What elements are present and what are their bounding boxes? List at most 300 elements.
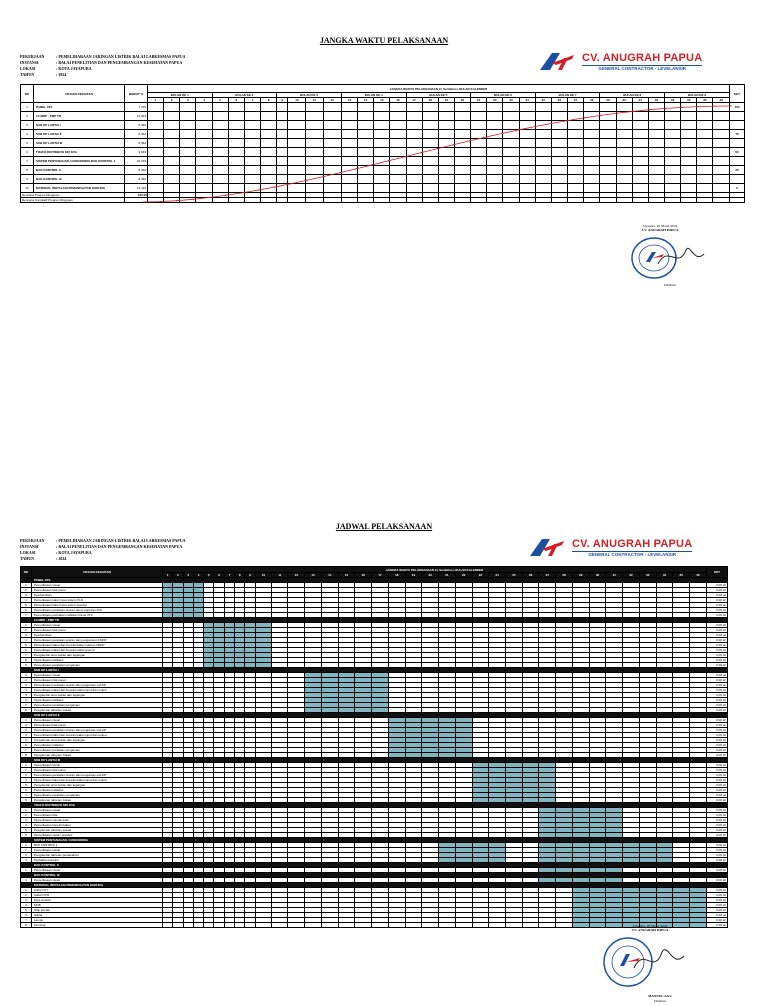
ket-cell: 0,00 Hr	[707, 638, 728, 643]
task-name: Pengukuran tahanan isolasi	[32, 708, 163, 713]
task-no: 9	[21, 663, 32, 668]
s-curve-point	[551, 123, 552, 124]
signature-block: Jayapura, 20 Maret 2024 CV. ANUGRAH PAPUA	[631, 924, 669, 932]
task-no: 6	[21, 913, 32, 918]
task-name: Pembersihan	[32, 593, 163, 598]
info-row: PEKERJAAN : PEMELIHARAAN JARINGAN LISTRIK BALAI LABKESMAS PAPUA	[20, 54, 186, 59]
week-header: 8	[261, 98, 277, 103]
ket-cell: 0,00 Hr	[707, 703, 728, 708]
ket-cell: 0,00 Hr	[707, 718, 728, 723]
ket-cell: 0,00 Hr	[707, 723, 728, 728]
month-header: BULAN KE 5	[406, 93, 471, 98]
week-header: 11	[306, 98, 323, 103]
week-header: 15	[374, 98, 390, 103]
task-no: 2	[21, 723, 32, 728]
task-no: 1	[21, 808, 32, 813]
s-curve-point	[339, 172, 340, 173]
ket-cell: 0,00 Hr	[707, 663, 728, 668]
task-no: 4	[21, 778, 32, 783]
task-name: Pemeriksaan kabel dan koneksi kabel input dan output	[32, 733, 163, 738]
week-cell	[235, 923, 245, 928]
week-cell	[405, 923, 422, 928]
week-header: 15	[338, 573, 355, 578]
s-curve-point	[355, 168, 356, 169]
task-no: 8	[21, 658, 32, 663]
row-name: SUB DP LANTAI I	[34, 121, 125, 130]
row-no: 1	[21, 103, 34, 112]
row-name: PANEL ATS	[34, 103, 125, 112]
week-header: 33	[639, 573, 656, 578]
task-no: 7	[21, 613, 32, 618]
row-bobot: 8,460	[125, 121, 148, 130]
s-curve-point	[225, 195, 226, 196]
week-header: 20	[454, 98, 470, 103]
week-header: 9	[245, 573, 255, 578]
s-curve-point	[649, 109, 650, 110]
week-cell	[245, 923, 255, 928]
task-no: 6	[21, 788, 32, 793]
row-no: 8	[21, 166, 34, 175]
task-name: Pemeriksaan peralatan pengaman	[32, 703, 163, 708]
week-header: 4	[196, 98, 212, 103]
ket-cell: 0,00 Hr	[707, 918, 728, 923]
ket-cell: 25	[730, 166, 745, 175]
signatory-name: MANUEL AGU	[648, 994, 672, 998]
row-name: SISTEM PENTANAHAN / GROUNDING BAK KONTROL 1	[34, 157, 125, 166]
task-no: 1	[21, 868, 32, 873]
week-header: 25	[535, 98, 551, 103]
week-header: 6	[228, 98, 244, 103]
ket-cell: 0,00 Hr	[707, 743, 728, 748]
task-name: Pengukuran tahanan pentanahan	[32, 853, 163, 858]
ket-cell: 0,00 Hr	[707, 608, 728, 613]
row-name: LV MDP - PMP TR	[34, 112, 125, 121]
week-cell	[372, 923, 389, 928]
task-no: 5	[21, 603, 32, 608]
info-row: PEKERJAAN : PEMELIHARAAN JARINGAN LISTRIK BALAI LABKESMAS PAPUA	[20, 538, 186, 543]
task-no: 5	[21, 783, 32, 788]
week-header: 35	[697, 98, 713, 103]
week-header: 11	[272, 573, 288, 578]
project-info	[20, 54, 186, 78]
ket-cell: 0,00 Hr	[707, 648, 728, 653]
week-cell	[355, 923, 372, 928]
gantt-bar-cell	[690, 923, 707, 928]
task-no: 5	[21, 908, 32, 913]
task-no: 1	[21, 583, 32, 588]
week-header: 14	[321, 573, 338, 578]
ket-cell: 0,00 Hr	[707, 853, 728, 858]
header-no: NO	[21, 567, 32, 578]
task-no: 2	[21, 893, 32, 898]
week-cell	[489, 923, 506, 928]
task-name: Pemeriksaan visual	[32, 673, 163, 678]
task-no: 5	[21, 828, 32, 833]
task-name: Pengukuran arus beban dan tegangan	[32, 693, 163, 698]
row-bobot: 13,419	[125, 184, 148, 193]
signature-role: Direktur	[654, 999, 666, 1003]
week-header: 5	[204, 573, 214, 578]
s-curve-point	[241, 192, 242, 193]
task-name: Pengukuran arus beban dan tegangan	[32, 738, 163, 743]
week-header: 30	[616, 98, 632, 103]
info-row: INSTANSI : BALAI PENELITIAN DAN PENGEMBANGAN KESEHATAN PAPUA	[20, 60, 183, 65]
ket-cell: 0,00 Hr	[707, 858, 728, 863]
task-name: Lampu	[32, 918, 163, 923]
month-header: BULAN KE 1	[148, 93, 213, 98]
task-no: 2	[21, 813, 32, 818]
s-curve-point	[209, 197, 210, 198]
task-name: Pemeriksaan fisik panel	[32, 678, 163, 683]
company-stamp-icon	[628, 234, 708, 282]
task-no: 7	[21, 748, 32, 753]
ket-cell: 0,00 Hr	[707, 593, 728, 598]
task-name: Pemeriksaan peralatan pengaman	[32, 793, 163, 798]
task-no: 2	[21, 628, 32, 633]
task-no: 6	[21, 698, 32, 703]
ket-cell: 0,00 Hr	[707, 633, 728, 638]
ket-cell: 0,00 Hr	[707, 823, 728, 828]
week-cell	[272, 923, 288, 928]
ket-cell: 0,00 Hr	[707, 588, 728, 593]
ket-cell: 0,00 Hr	[707, 673, 728, 678]
ket-cell: 0,00 Hr	[707, 843, 728, 848]
week-header: 7	[224, 573, 234, 578]
week-header: 12	[288, 573, 305, 578]
ket-cell: 0,00 Hr	[707, 893, 728, 898]
footer-label: Rencana Kumulatif Progres Mingguan	[21, 198, 125, 203]
week-header: 27	[539, 573, 556, 578]
row-bobot: 8,460	[125, 166, 148, 175]
week-header: 23	[503, 98, 519, 103]
week-cell	[204, 923, 214, 928]
task-name: Pemeriksaan peralatan ukuran dan pengaman sub DP	[32, 683, 163, 688]
s-curve-point	[665, 108, 666, 109]
task-no: 8	[21, 923, 32, 928]
header-uraian: URAIAN KEGIATAN	[32, 567, 163, 578]
month-header: BULAN KE 4	[341, 93, 406, 98]
week-header: 12	[323, 98, 341, 103]
week-header: 16	[355, 573, 372, 578]
s-curve-point	[486, 136, 487, 137]
week-header: 10	[255, 573, 272, 578]
week-header: 31	[606, 573, 623, 578]
s-curve-point	[453, 144, 454, 145]
ket-cell: 0,00 Hr	[707, 733, 728, 738]
task-name: Kabel NYM	[32, 893, 163, 898]
task-name: Pengukuran arus beban dan tegangan	[32, 653, 163, 658]
task-name: Kabel NYY	[32, 888, 163, 893]
week-header: 4	[193, 573, 203, 578]
gantt-bar-cell	[589, 923, 606, 928]
month-header: BULAN KE 6	[471, 93, 536, 98]
gantt-table	[20, 566, 728, 928]
task-no: 3	[21, 633, 32, 638]
week-header: 36	[690, 573, 707, 578]
row-no: 7	[21, 157, 34, 166]
week-header: 26	[551, 98, 567, 103]
s-curve-point	[681, 107, 682, 108]
ket-cell: 0,00 Hr	[707, 898, 728, 903]
task-no: 6	[21, 833, 32, 838]
header-bobot: BOBOT %	[125, 85, 148, 103]
company-tagline: GENERAL CONTRACTOR - LEVELANSIR	[572, 551, 692, 557]
week-header: 32	[648, 98, 664, 103]
task-name: Pemeriksaan visual	[32, 763, 163, 768]
week-cell	[455, 923, 472, 928]
week-cell	[439, 923, 456, 928]
week-header: 10	[288, 98, 306, 103]
ket-cell: 0,00 Hr	[707, 888, 728, 893]
info-row: LOKASI : KOTA JAYAPURA	[20, 66, 92, 71]
logo-mark-icon	[528, 536, 566, 558]
task-no: 3	[21, 853, 32, 858]
ket-cell: 0,00 Hr	[707, 748, 728, 753]
ket-cell: 0,00 Hr	[707, 658, 728, 663]
s-curve-point	[306, 180, 307, 181]
page-1	[0, 0, 768, 500]
task-no: 8	[21, 798, 32, 803]
s-curve-line	[144, 106, 731, 202]
week-header: 33	[665, 98, 681, 103]
task-no: 1	[21, 878, 32, 883]
task-name: Pemeriksaan visual	[32, 623, 163, 628]
ket-cell: 0,00 Hr	[707, 753, 728, 758]
task-name: Pemeriksaan visual	[32, 848, 163, 853]
section-title: LV MDP - PMP TR	[32, 618, 163, 623]
page-title: JADWAL PELAKSANAAN	[335, 522, 433, 531]
header-ket: KET	[730, 85, 745, 103]
gantt-bar-cell	[572, 923, 589, 928]
ket-cell: 0,00 Hr	[707, 903, 728, 908]
ket-cell: 0,00 Hr	[707, 598, 728, 603]
ket-cell: 0,00 Hr	[707, 768, 728, 773]
section-title: SISTEM PENTANAHAN / GROUNDING	[32, 838, 163, 843]
task-no: 1	[21, 888, 32, 893]
ket-cell: 0,00 Hr	[707, 798, 728, 803]
task-name: Pemeriksaan visual	[32, 868, 163, 873]
week-header: 36	[713, 98, 730, 103]
ket-cell: 0,00 Hr	[707, 738, 728, 743]
week-cell	[224, 923, 234, 928]
section-title: MATERIAL INSTALASI PEMANFAATAN GEDUNG	[32, 883, 163, 888]
section-title: SUB DP LANTAI II	[32, 713, 163, 718]
page-2	[0, 500, 768, 1006]
task-name: Pemeriksaan kabel dan koneksi kabel input dan output	[32, 688, 163, 693]
ket-cell: 0,00 Hr	[707, 908, 728, 913]
task-name: Pemeriksaan kabel dan koneksi kabel ground	[32, 648, 163, 653]
company-stamp-icon	[600, 932, 690, 992]
week-cell	[193, 923, 203, 928]
task-no: 3	[21, 773, 32, 778]
task-name: Pemeriksaan visual	[32, 583, 163, 588]
info-row: TAHUN : 2024	[20, 72, 67, 77]
week-header: 23	[472, 573, 489, 578]
s-curve-point	[437, 148, 438, 149]
week-header: 20	[422, 573, 439, 578]
task-name: Pemeriksaan koneksi kabel	[32, 823, 163, 828]
week-header: 24	[489, 573, 506, 578]
task-no: 3	[21, 818, 32, 823]
week-header: 35	[673, 573, 690, 578]
info-row: LOKASI : KOTA JAYAPURA	[20, 550, 92, 555]
task-no: 1	[21, 843, 32, 848]
week-header: 29	[572, 573, 589, 578]
ket-cell: 75	[730, 130, 745, 139]
ket-cell: 0,00 Hr	[707, 583, 728, 588]
s-curve-point	[404, 156, 405, 157]
s-curve-point	[584, 117, 585, 118]
week-header: 17	[372, 573, 389, 578]
ket-cell: 0,00 Hr	[707, 683, 728, 688]
ket-cell: 0,00 Hr	[707, 688, 728, 693]
week-header: 21	[439, 573, 456, 578]
week-cell	[173, 923, 183, 928]
week-header: 19	[438, 98, 454, 103]
task-name: Pemeriksaan peralatan ukuran dan pengaman sub DP	[32, 728, 163, 733]
signature-block: Jayapura, 20 Maret 2024 CV. ANUGRAH PAPUA	[641, 224, 679, 232]
s-curve-point	[632, 111, 633, 112]
task-no: 6	[21, 608, 32, 613]
task-name: Pemeriksaan peralatan ukuran dan pengaman LVMDP	[32, 638, 163, 643]
week-header: 22	[455, 573, 472, 578]
row-no: 10	[21, 184, 34, 193]
s-curve-point	[518, 129, 519, 130]
task-name: Pemeriksaan fisik panel	[32, 628, 163, 633]
s-curve-point	[372, 164, 373, 165]
task-name: Pemeriksaan indikator	[32, 788, 163, 793]
ket-cell: 0,00 Hr	[707, 923, 728, 928]
header-uraian: URAIAN KEGIATAN	[34, 85, 125, 103]
week-header: 25	[506, 573, 523, 578]
row-no: 4	[21, 130, 34, 139]
task-no: 1	[21, 718, 32, 723]
week-header: 1	[148, 98, 164, 103]
project-info	[20, 538, 186, 562]
week-header: 2	[164, 98, 180, 103]
task-name: Pemeriksaan kabel input sistem PLN	[32, 598, 163, 603]
task-no: 3	[21, 593, 32, 598]
task-name: Pemeriksaan indikator	[32, 743, 163, 748]
s-curve-point	[730, 105, 731, 106]
week-cell	[288, 923, 305, 928]
week-cell	[539, 923, 556, 928]
week-cell	[163, 923, 173, 928]
week-cell	[305, 923, 322, 928]
s-curve-point	[469, 140, 470, 141]
month-header: BULAN KE 2	[212, 93, 277, 98]
week-header: 6	[214, 573, 224, 578]
ket-cell: 0,00 Hr	[707, 848, 728, 853]
week-header: 30	[589, 573, 606, 578]
week-cell	[321, 923, 338, 928]
row-bobot: 8,460	[125, 175, 148, 184]
s-curve-point	[160, 201, 161, 202]
task-name: Pengukuran tahanan isolasi	[32, 798, 163, 803]
s-curve-point	[323, 176, 324, 177]
week-header: 18	[388, 573, 405, 578]
task-name: Pemeriksaan kabel dan koneksi kabel input dan output	[32, 778, 163, 783]
task-no: 3	[21, 728, 32, 733]
row-bobot: 24,799	[125, 157, 148, 166]
s-curve-point	[176, 200, 177, 201]
ket-cell: 0,00 Hr	[707, 698, 728, 703]
s-curve-point	[274, 186, 275, 187]
task-name: Pengukuran tahanan isolasi	[32, 753, 163, 758]
month-header: BULAN KE 8	[600, 93, 665, 98]
task-name: Pemeriksaan fisik panel	[32, 768, 163, 773]
task-no: 8	[21, 708, 32, 713]
week-header: 18	[422, 98, 438, 103]
week-header: 26	[522, 573, 539, 578]
week-cell	[214, 923, 224, 928]
task-no: 2	[21, 848, 32, 853]
header-jangka: JANGKA WAKTU PELAKSANAAN 9 ( Sembilan ) BULAN KALENDER	[148, 85, 730, 93]
row-bobot: 8,460	[125, 139, 148, 148]
ket-cell: 0,00 Hr	[707, 833, 728, 838]
task-no: 4	[21, 598, 32, 603]
task-name: Pemeriksaan fisik	[32, 813, 163, 818]
ket-cell: 0,00 Hr	[707, 678, 728, 683]
task-name: Pemeriksaan kabel dan koneksi kabel output LVMDP	[32, 643, 163, 648]
task-no: 4	[21, 733, 32, 738]
task-no: 1	[21, 673, 32, 678]
row-name: TRAFO DISTRIBUSI 630 KVA	[34, 148, 125, 157]
task-name: Pembersihan	[32, 633, 163, 638]
week-header: 17	[406, 98, 422, 103]
row-no: 2	[21, 112, 34, 121]
company-name: CV. ANUGRAH PAPUA	[582, 51, 703, 64]
task-name: Terminal	[32, 923, 163, 928]
task-no: 2	[21, 768, 32, 773]
task-name: BAK KONTROL 1	[32, 843, 163, 848]
week-header: 8	[235, 573, 245, 578]
task-no: 8	[21, 753, 32, 758]
task-name: Pemeriksaan sistem proteksi	[32, 833, 163, 838]
task-name: MCB	[32, 903, 163, 908]
week-header: 13	[305, 573, 322, 578]
week-header: 28	[584, 98, 600, 103]
week-cell	[422, 923, 439, 928]
task-name: Pemeriksaan visual	[32, 808, 163, 813]
task-no: 2	[21, 678, 32, 683]
ket-cell: 0,00 Hr	[707, 613, 728, 618]
header-no: NO	[21, 85, 34, 103]
ket-cell: 0,00 Hr	[707, 913, 728, 918]
task-no: 1	[21, 623, 32, 628]
week-header: 16	[390, 98, 406, 103]
task-name: Stop kontak	[32, 908, 163, 913]
task-name: Pemeriksaan visual	[32, 878, 163, 883]
task-name: Pemeriksaan fisik panel	[32, 723, 163, 728]
task-no: 7	[21, 918, 32, 923]
week-cell	[338, 923, 355, 928]
task-no: 4	[21, 903, 32, 908]
task-no: 3	[21, 683, 32, 688]
week-header: 3	[180, 98, 196, 103]
s-curve-point	[290, 183, 291, 184]
ket-cell: 0,00 Hr	[707, 868, 728, 873]
section-title: TRAFO DISTRIBUSI 630 KVA	[32, 803, 163, 808]
page-title: JANGKA WAKTU PELAKSANAAN	[319, 36, 449, 45]
footer-total: 100,00	[125, 193, 148, 198]
task-name: Pemeriksaan perbaikan indikator Panel ATS	[32, 613, 163, 618]
ket-cell: 0,00 Hr	[707, 623, 728, 628]
task-no: 7	[21, 653, 32, 658]
week-cell	[255, 923, 272, 928]
ket-cell: 0	[730, 184, 745, 193]
ket-cell: 0,00 Hr	[707, 728, 728, 733]
